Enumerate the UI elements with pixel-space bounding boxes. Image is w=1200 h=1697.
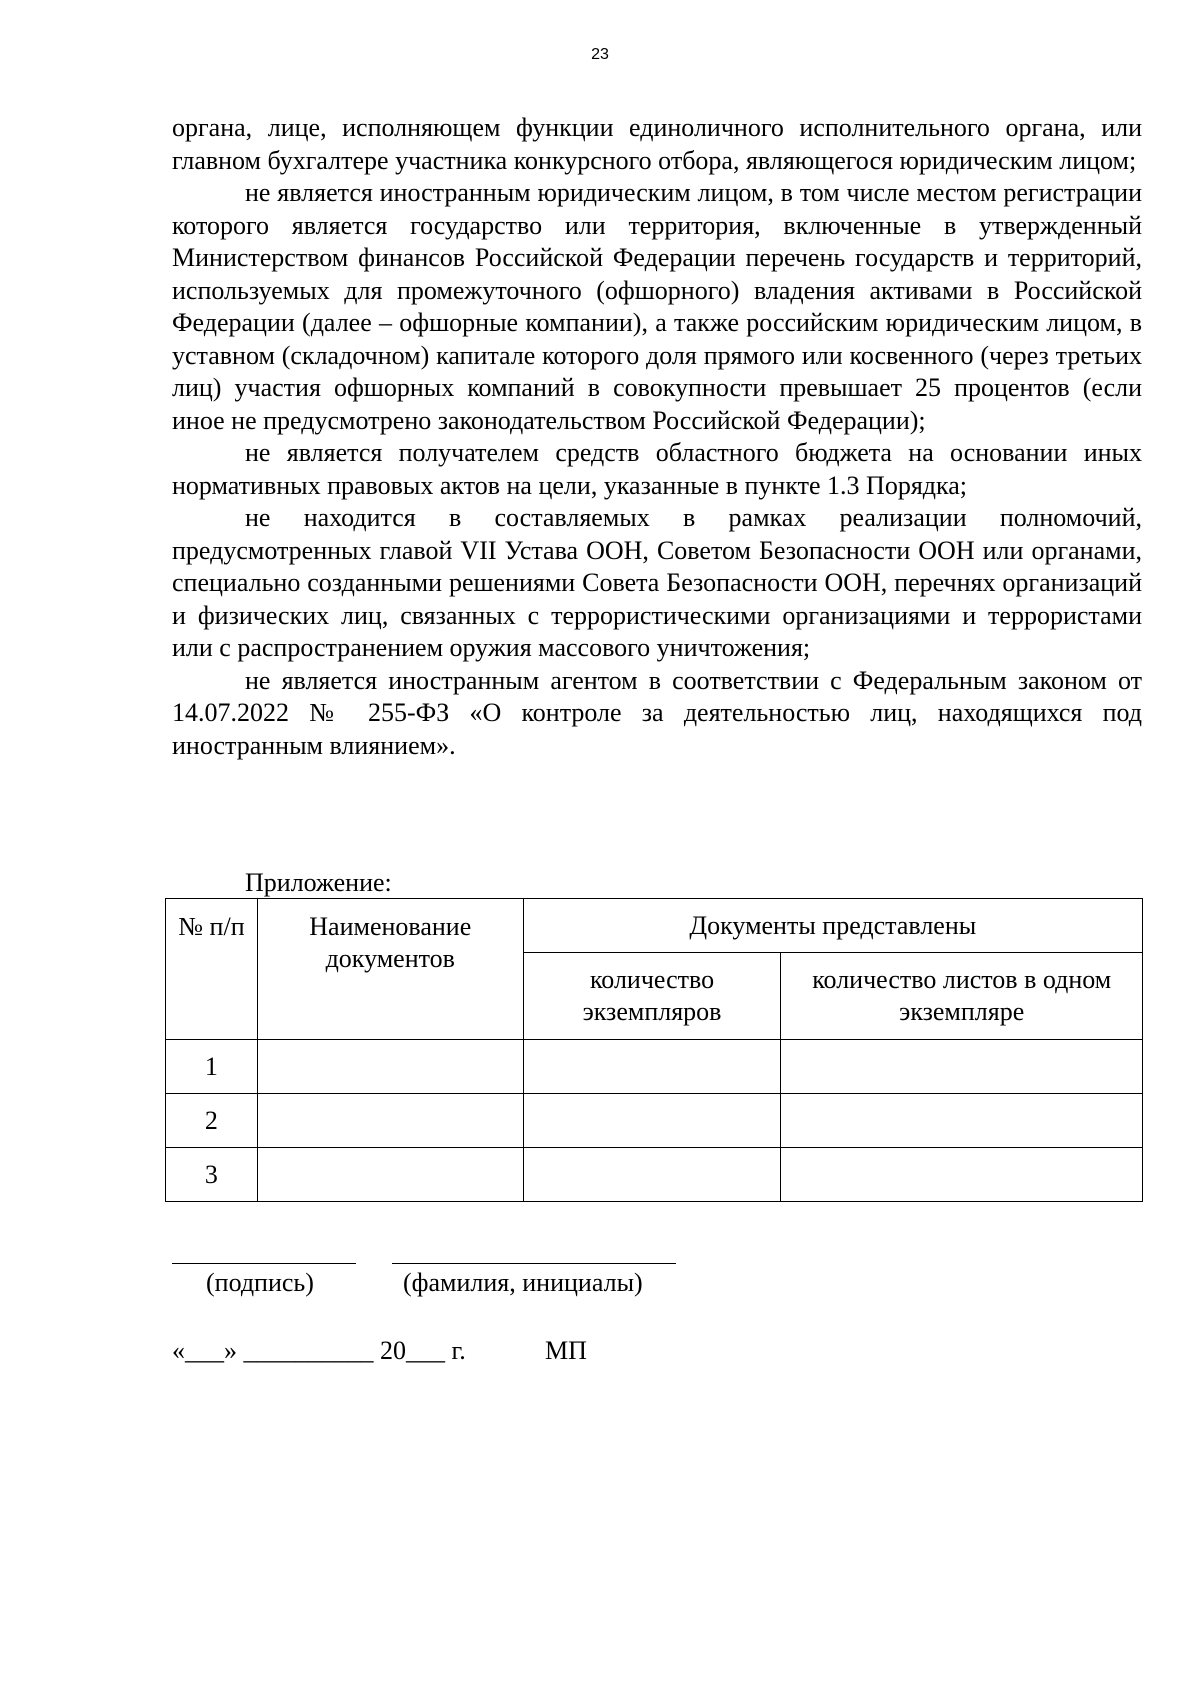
table-row [166,1040,1143,1094]
paragraph-offshore: не является иностранным юридическим лицом, в том числе местом регистрации которого является государство или территория, включенные в утвержденный Министерством финансов Российской Федерации перечень государств и территорий, используемых для промежуточного (офшорного) владения активами в Российской Федерации (далее – офшорные компании), а также российским юридическим лицом, в уставном (складочном) капитале которого доля прямого или косвенного (через третьих лиц) участия офшорных компаний в совокупности превышает 25 процентов (если иное не предусмотрено законодательством Российской Федерации); [172,178,1142,435]
row-sheets-count [781,1040,1143,1094]
stamp-label: МП [545,1336,587,1365]
signature-caption: (подпись) [206,1268,314,1297]
name-caption: (фамилия, инициалы) [403,1268,643,1297]
table-row [166,1094,1143,1148]
header-sheets-count: количество листов в одном экземпляре [781,953,1143,1040]
row-number: 1 [166,1040,258,1094]
documents-table [165,898,1143,1202]
header-document-name: Наименование документов [257,899,523,1040]
row-number: 2 [166,1094,258,1148]
paragraph-continuation: органа, лице, исполняющем функции единоличного исполнительного органа, или главном бухгалтере участника конкурсного отбора, являющегося юридическим лицом; [172,113,1142,175]
row-document-name [257,1148,523,1202]
paragraph-terrorism-list: не находится в составляемых в рамках реализации полномочий, предусмотренных главой VII Устава ООН, Советом Безопасности ООН или органами, специально созданными решениями Совета Безопасности ООН, перечнях организаций и физических лиц, связанных с террористическими организациями и террористами или с распространением оружия массового уничтожения; [172,503,1142,662]
header-copies-count: количество экземпляров [523,953,781,1040]
row-sheets-count [781,1148,1143,1202]
paragraph-foreign-agent: не является иностранным агентом в соответствии с Федеральным законом от 14.07.2022 № 255-ФЗ «О контроле за деятельностью лиц, находящихся под иностранным влиянием». [172,665,1142,760]
page-number: 23 [591,46,609,63]
name-line [392,1263,676,1264]
signature-line [172,1263,356,1264]
header-number: № п/п [166,899,258,1040]
header-documents-submitted: Документы представлены [523,899,1142,953]
row-document-name [257,1094,523,1148]
row-document-name [257,1040,523,1094]
table-row [166,1148,1143,1202]
body-text [172,112,1142,762]
row-copies-count [523,1040,781,1094]
date-line: «___» __________ 20___ г. [172,1336,466,1365]
row-copies-count [523,1148,781,1202]
paragraph-budget: не является получателем средств областного бюджета на основании иных нормативных правовых актов на цели, указанные в пункте 1.3 Порядка; [172,438,1142,500]
appendix-label: Приложение: [245,868,392,897]
row-number: 3 [166,1148,258,1202]
row-sheets-count [781,1094,1143,1148]
row-copies-count [523,1094,781,1148]
